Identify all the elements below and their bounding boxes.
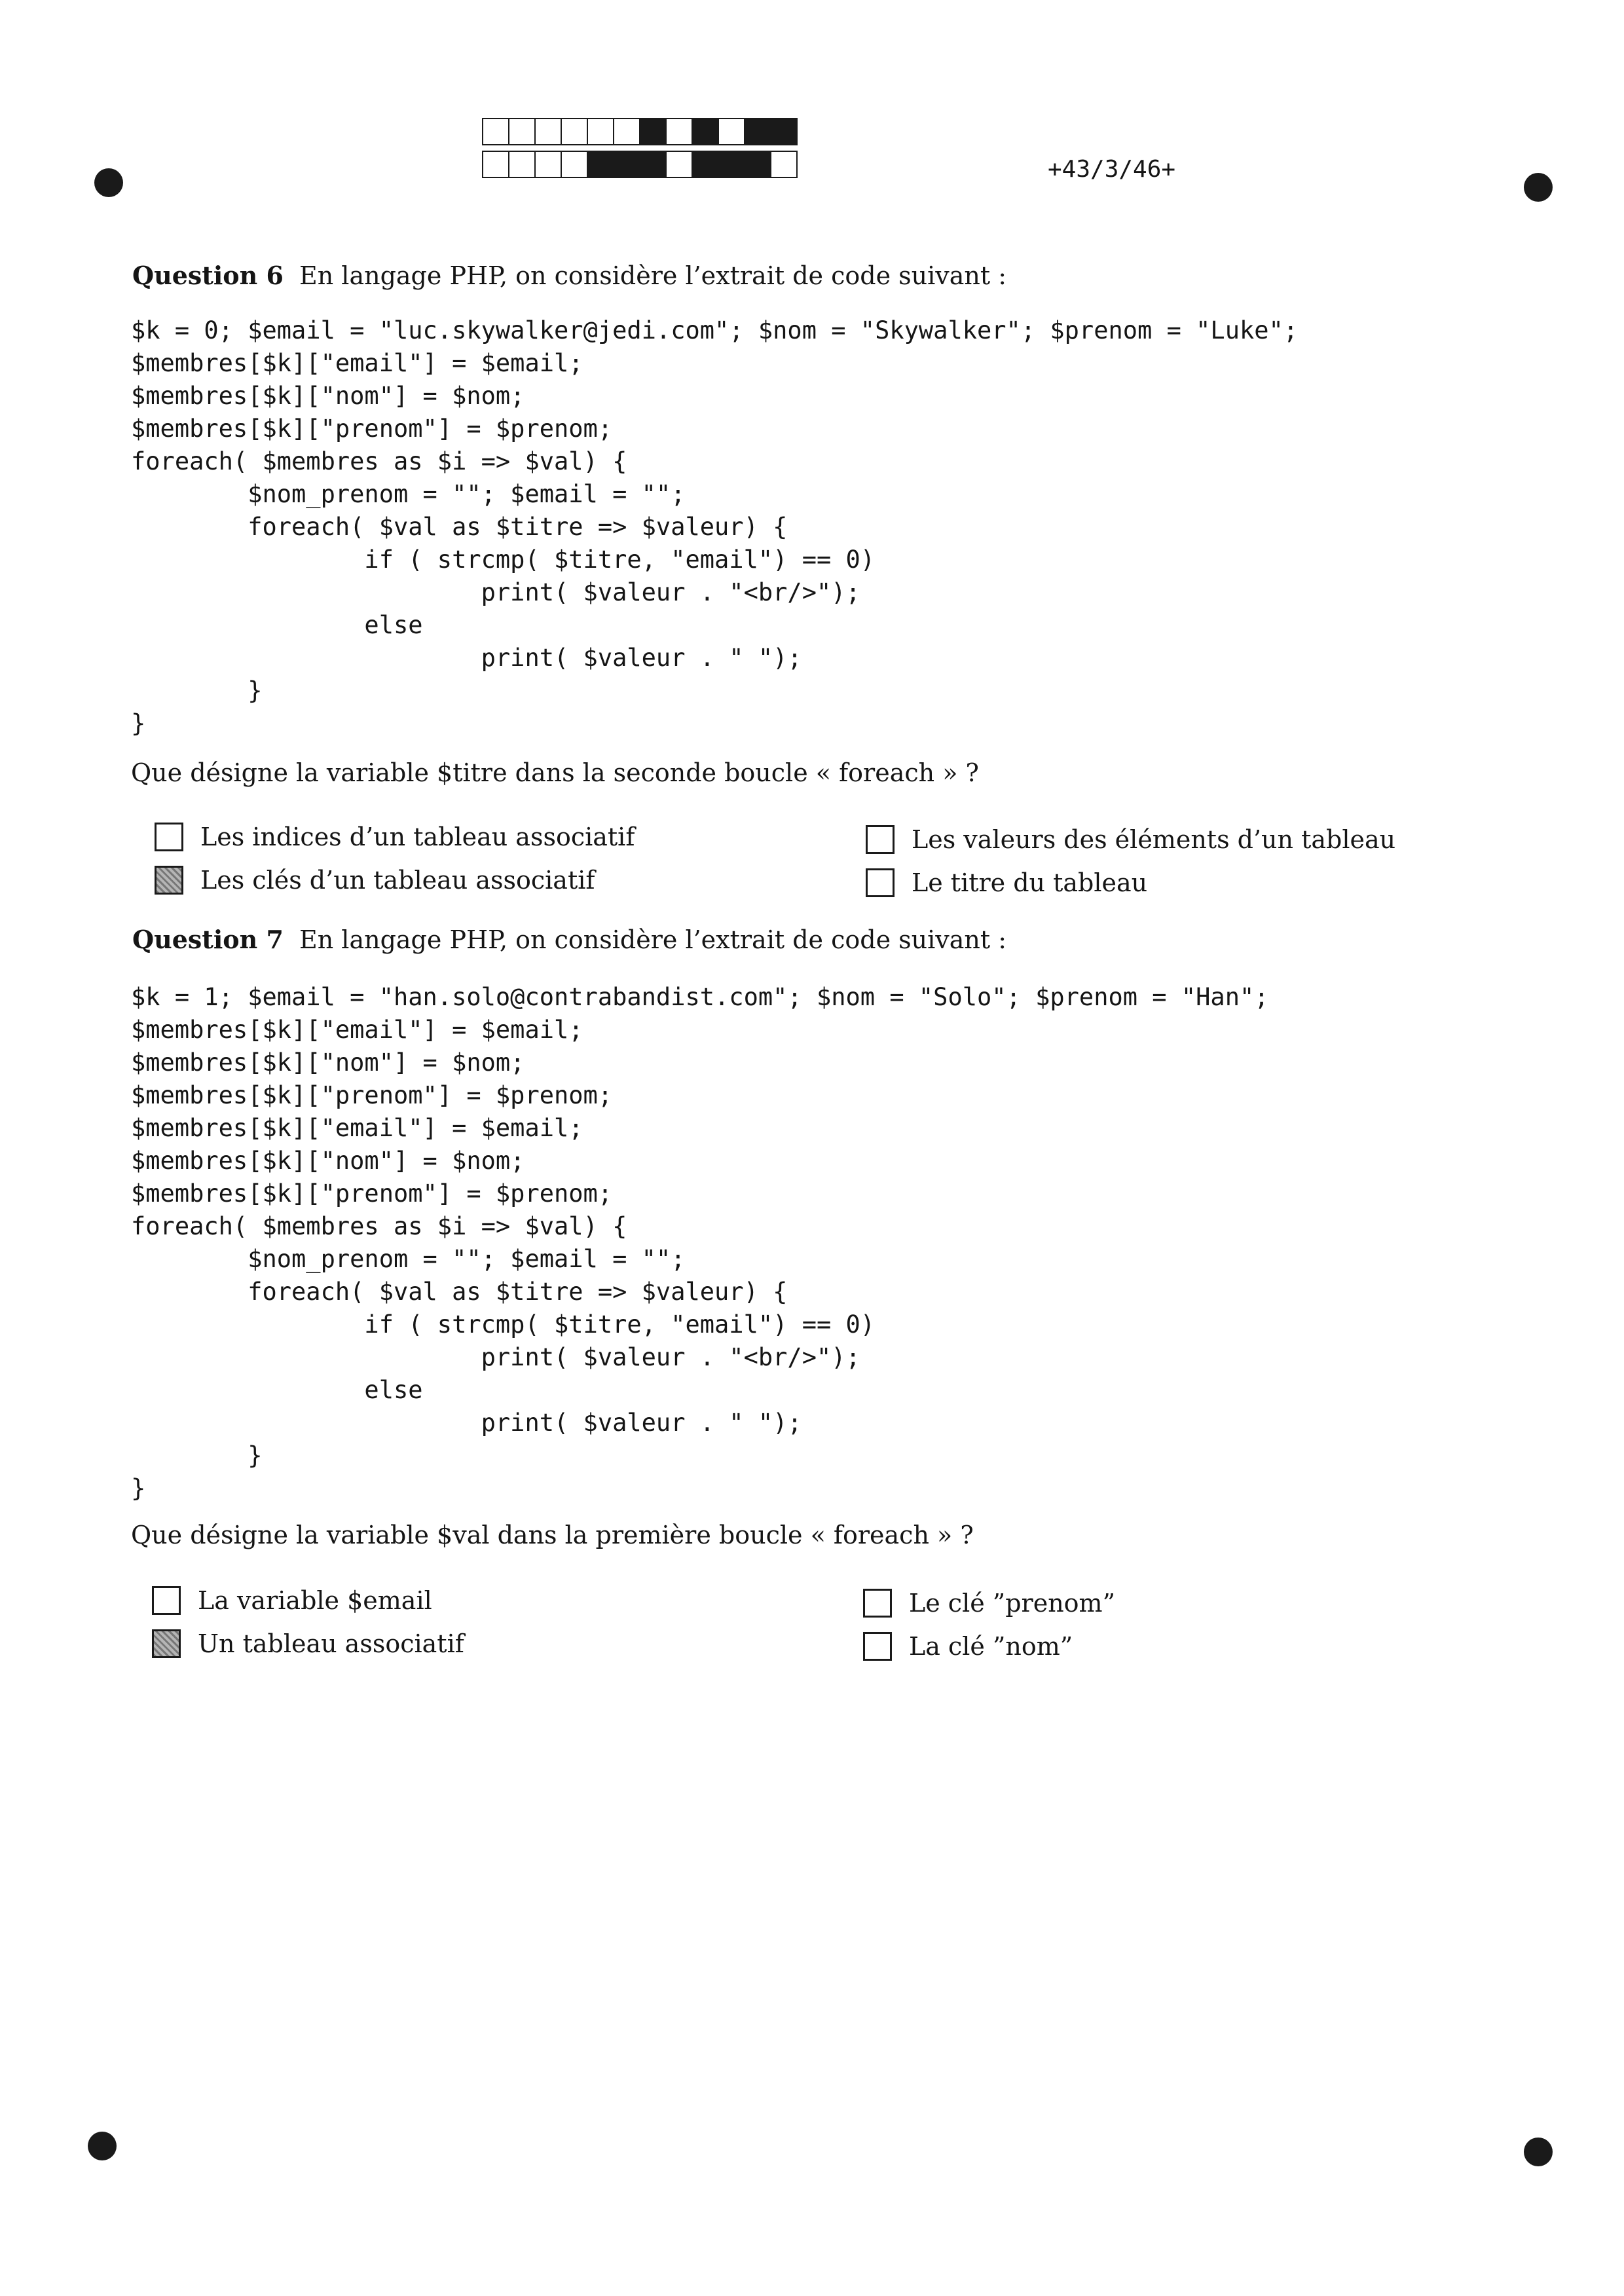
- q6-option-indices[interactable]: [155, 823, 635, 851]
- barcode-cell: [665, 118, 693, 145]
- question-6-label: Question 6: [132, 261, 284, 290]
- q7-option-label: La clé ”nom”: [909, 1632, 1073, 1661]
- barcode-cell: [482, 118, 509, 145]
- q7-checkbox-variable-email[interactable]: [152, 1586, 181, 1615]
- q6-option-titre[interactable]: [866, 868, 1147, 897]
- barcode-cell: [718, 118, 745, 145]
- barcode-cell: [692, 118, 719, 145]
- page-identifier: +43/3/46+: [1048, 156, 1176, 183]
- question-6-code: $k = 0; $email = "luc.skywalker@jedi.com"; $nom = "Skywalker"; $prenom = "Luke"; $membres[$k]["email"] = $email; $membres[$k]["nom"] = $nom; $membres[$k]["prenom"] = $prenom; foreach( $membres as $i => $val) { $nom_prenom = ""; $email = ""; foreach( $val as $titre => $valeur) { if ( strcmp( $titre, "email") == 0) print( $valeur . "<br/>"); else print( $valeur . " "); } }: [131, 316, 1299, 737]
- q7-option-variable-email[interactable]: [152, 1586, 432, 1615]
- barcode-cell: [770, 118, 798, 145]
- barcode-cell: [744, 118, 771, 145]
- q6-checkbox-indices[interactable]: [155, 823, 183, 851]
- barcode-cell: [561, 151, 588, 178]
- barcode-cell: [482, 151, 509, 178]
- barcode-cell: [561, 118, 588, 145]
- q6-option-cles[interactable]: [155, 866, 595, 895]
- question-7-prompt: Que désigne la variable $val dans la première boucle « foreach » ?: [131, 1521, 974, 1549]
- q7-option-cle-nom[interactable]: [863, 1632, 1073, 1661]
- barcode-cell: [587, 151, 614, 178]
- q6-option-label: Les valeurs des éléments d’un tableau: [912, 825, 1396, 854]
- barcode-cell: [508, 118, 536, 145]
- barcode-cell: [534, 118, 562, 145]
- q6-option-label: Les indices d’un tableau associatif: [200, 823, 635, 851]
- barcode-cell: [587, 118, 614, 145]
- page-barcode: [483, 118, 798, 183]
- q7-checkbox-cle-nom[interactable]: [863, 1632, 892, 1661]
- q7-option-tableau-associatif[interactable]: [152, 1629, 464, 1658]
- barcode-row-bottom: [483, 151, 798, 177]
- barcode-cell: [744, 151, 771, 178]
- question-6-header: [132, 261, 1006, 290]
- q7-checkbox-tableau-associatif[interactable]: [152, 1629, 181, 1658]
- barcode-cell: [665, 151, 693, 178]
- question-6-prompt: Que désigne la variable $titre dans la seconde boucle « foreach » ?: [131, 758, 979, 787]
- corner-mark-top-right: [1524, 173, 1553, 202]
- question-7-intro: En langage PHP, on considère l’extrait de code suivant :: [299, 925, 1007, 954]
- barcode-cell: [534, 151, 562, 178]
- barcode-row-top: [483, 118, 798, 144]
- q6-option-valeurs[interactable]: [866, 825, 1395, 854]
- q6-checkbox-valeurs[interactable]: [866, 825, 895, 854]
- corner-mark-top-left: [94, 168, 123, 197]
- q7-option-label: Le clé ”prenom”: [909, 1589, 1116, 1618]
- q7-option-label: La variable $email: [198, 1586, 432, 1615]
- q6-checkbox-cles[interactable]: [155, 866, 183, 895]
- question-7-label: Question 7: [132, 925, 284, 954]
- question-6-intro: En langage PHP, on considère l’extrait de code suivant :: [299, 261, 1007, 290]
- barcode-cell: [692, 151, 719, 178]
- q6-option-label: Le titre du tableau: [912, 868, 1148, 897]
- corner-mark-bottom-left: [88, 2132, 117, 2160]
- barcode-cell: [613, 118, 640, 145]
- q6-option-label: Les clés d’un tableau associatif: [200, 866, 595, 895]
- q7-checkbox-cle-prenom[interactable]: [863, 1589, 892, 1618]
- question-7-header: [132, 925, 1006, 954]
- question-7-code: $k = 1; $email = "han.solo@contrabandist.com"; $nom = "Solo"; $prenom = "Han"; $membres[$k]["email"] = $email; $membres[$k]["nom"] = $nom; $membres[$k]["prenom"] = $prenom; $membres[$k]["email"] = $email; $membres[$k]["nom"] = $nom; $membres[$k]["prenom"] = $prenom; foreach( $membres as $i => $val) { $nom_prenom = ""; $email = ""; foreach( $val as $titre => $valeur) { if ( strcmp( $titre, "email") == 0) print( $valeur . "<br/>"); else print( $valeur . " "); } }: [131, 983, 1269, 1502]
- barcode-cell: [770, 151, 798, 178]
- barcode-cell: [718, 151, 745, 178]
- q6-checkbox-titre[interactable]: [866, 868, 895, 897]
- barcode-cell: [508, 151, 536, 178]
- barcode-cell: [639, 151, 667, 178]
- q7-option-cle-prenom[interactable]: [863, 1589, 1115, 1618]
- barcode-cell: [639, 118, 667, 145]
- barcode-cell: [613, 151, 640, 178]
- corner-mark-bottom-right: [1524, 2138, 1553, 2166]
- q7-option-label: Un tableau associatif: [198, 1629, 464, 1658]
